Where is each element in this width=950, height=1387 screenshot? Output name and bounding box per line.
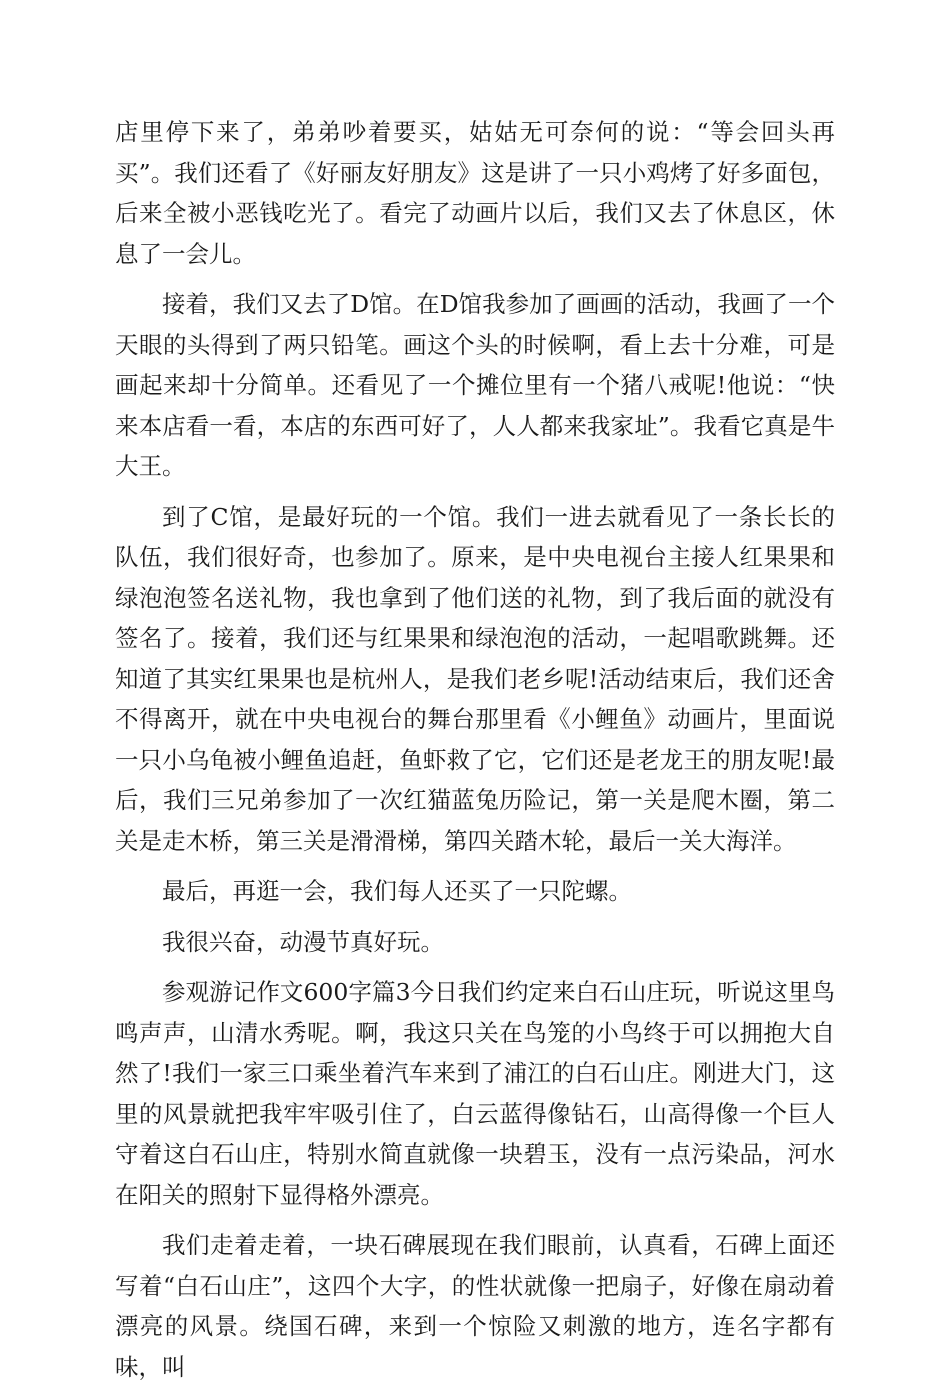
paragraph-4: 最后，再逛一会，我们每人还买了一只陀螺。: [162, 877, 632, 905]
paragraph-1: 店里停下来了，弟弟吵着要买，姑姑无可奈何的说：“等会回头再买”。我们还看了《好丽友好朋友》这是讲了一只小鸡烤了好多面包，后来全被小恶钱吃光了。看完了动画片以后，我们又去了休息区，休息了一会儿。: [115, 118, 835, 268]
paragraph-7: 我们走着走着，一块石碑展现在我们眼前，认真看，石碑上面还写着“白石山庄”，这四个大字，的性状就像一把扇子，好像在扇动着漂亮的风景。绕国石碑，来到一个惊险又刺激的地方，连名字都有味，叫: [115, 1231, 835, 1381]
paragraph-5: 我很兴奋，动漫节真好玩。: [162, 927, 444, 956]
document-body: [115, 112, 835, 1387]
paragraph-2: 接着，我们又去了D馆。在D馆我参加了画画的活动，我画了一个天眼的头得到了两只铅笔。画这个头的时候啊，看上去十分难，可是画起来却十分简单。还看见了一个摊位里有一个猪八戒呢!他说：“快来本店看一看，本店的东西可好了，人人都来我家址”。我看它真是牛大王。: [115, 290, 835, 480]
paragraph-3: 到了C馆，是最好玩的一个馆。我们一进去就看见了一条长长的队伍，我们很好奇，也参加了。原来，是中央电视台主接人红果果和绿泡泡签名送礼物，我也拿到了他们送的礼物，到了我后面的就没有签名了。接着，我们还与红果果和绿泡泡的活动，一起唱歌跳舞。还知道了其实红果果也是杭州人，是我们老乡呢!活动结束后，我们还舍不得离开，就在中央电视台的舞台那里看《小鲤鱼》动画片，里面说一只小乌龟被小鲤鱼追赶，鱼虾救了它，它们还是老龙王的朋友呢!最后，我们三兄弟参加了一次红猫蓝兔历险记，第一关是爬木圈，第二关是走木桥，第三关是滑滑梯，第四关踏木轮，最后一关大海洋。: [115, 502, 835, 855]
paragraph-6: 参观游记作文600字篇3今日我们约定来白石山庄玩，听说这里鸟鸣声声，山清水秀呢。啊，我这只关在鸟笼的小鸟终于可以拥抱大自然了!我们一家三口乘坐着汽车来到了浦江的白石山庄。刚进大门，这里的风景就把我牢牢吸引住了，白云蓝得像钻石，山高得像一个巨人守着这白石山庄，特别水简直就像一块碧玉，没有一点污染品，河水在阳关的照射下显得格外漂亮。: [115, 978, 835, 1209]
